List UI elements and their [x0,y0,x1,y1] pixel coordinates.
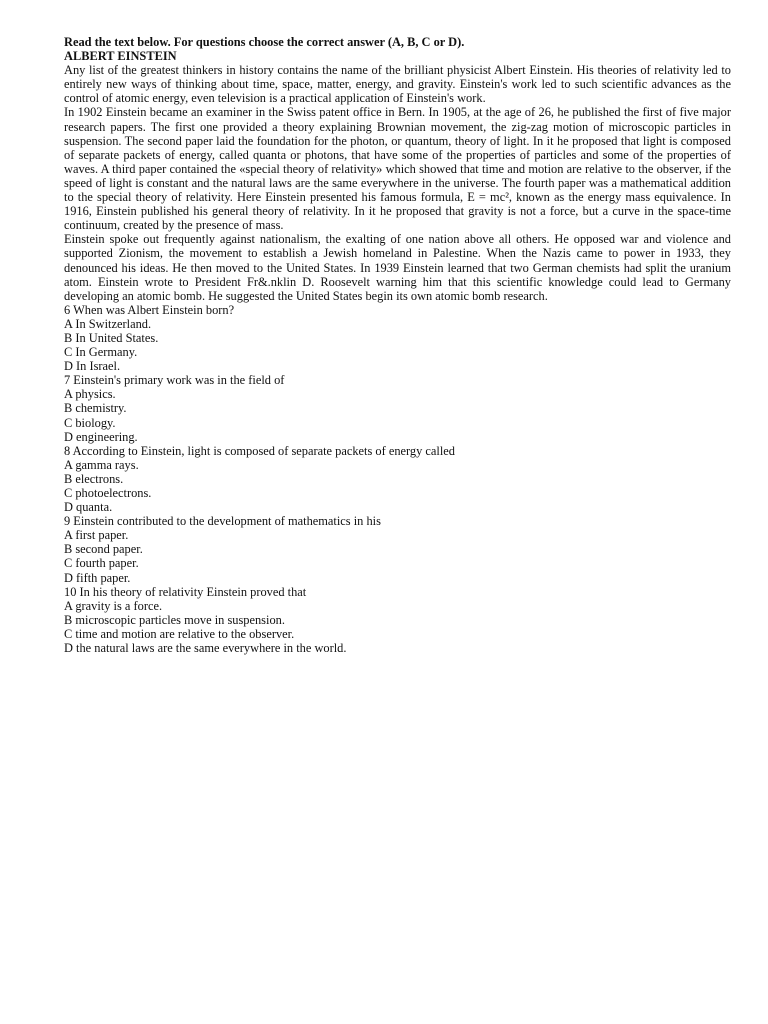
answer-option: C fourth paper. [64,556,139,571]
question-7 [64,373,731,443]
answer-option: C biology. [64,415,116,430]
paragraph-3: Einstein spoke out frequently against nationalism, the exalting of one nation above all others. He opposed war and violence and supported Zionism, the movement to establish a Jewish homeland in Palestine. When the Nazis came to power in 1933, they denounced his ideas. He then moved to the United States. In 1939 Einstein learned that two German chemists had split the uranium atom. Einstein wrote to President Fr&.nklin D. Roosevelt warning him that this scientific knowledge could lead to Germany developing an atomic bomb. He suggested the United States begin its own atomic bomb research. [64,232,731,303]
answer-option: D In Israel. [64,359,121,374]
document-page [64,35,731,655]
answer-option: A gravity is a force. [64,598,163,613]
answer-option: B electrons. [64,471,124,486]
question-stem: 7 Einstein's primary work was in the field of [64,373,285,388]
answer-option: A In Switzerland. [64,316,152,331]
answer-option: A first paper. [64,528,129,543]
answer-option: C photoelectrons. [64,486,152,500]
article-title: ALBERT EINSTEIN [64,49,177,64]
instruction-line: Read the text below. For questions choose the correct answer (A, B, C or D). [64,35,465,49]
question-stem: 10 In his theory of relativity Einstein proved that [64,584,307,599]
question-8 [64,444,731,514]
answer-option: B chemistry. [64,401,127,416]
answer-option: D quanta. [64,500,113,515]
answer-option: D fifth paper. [64,570,131,585]
answer-option: C In Germany. [64,345,138,360]
question-9 [64,514,731,584]
article-body [0,63,731,303]
answer-option: B In United States. [64,330,159,345]
answer-option: D the natural laws are the same everywhere in the world. [64,641,347,656]
answer-option: A gamma rays. [64,457,139,472]
paragraph-2: In 1902 Einstein became an examiner in the Swiss patent office in Bern. In 1905, at the age of 26, he published the first of five major research papers. The first one provided a theory explaining Brownian movement, the zig-zag motion of microscopic particles in suspension. The second paper laid the foundation for the photon, or quantum, theory of light. In it he proposed that light is composed of separate packets of energy, called quanta or photons, that have some of the properties of particles and some of the properties of waves. A third paper contained the «special theory of relativity» which showed that time and motion are relative to the observer, if the speed of light is constant and the natural laws are the same everywhere in the universe. The fourth paper was a mathematical addition to the special theory of relativity. Here Einstein presented his famous formula, E = mc², known as the energy mass equivalence. In 1916, Einstein published his general theory of relativity. In it he proposed that gravity is not a force, but a curve in the space-time continuum, created by the presence of mass. [64,105,731,233]
paragraph-1: Any list of the greatest thinkers in history contains the name of the brilliant physicist Albert Einstein. His theories of relativity led to entirely new ways of thinking about time, space, matter, energy, and gravity. Einstein's work led to such scientific advances as the control of atomic energy, even television is a practical application of Einstein's work. [64,63,731,106]
answer-option: B second paper. [64,542,143,557]
question-stem: 6 When was Albert Einstein born? [64,302,235,317]
question-10 [64,585,731,655]
question-6 [64,303,731,373]
answer-option: A physics. [64,387,116,402]
answer-option: D engineering. [64,429,138,444]
answer-option: C time and motion are relative to the observer. [64,626,295,641]
answer-option: B microscopic particles move in suspension. [64,612,285,627]
question-stem: 9 Einstein contributed to the development of mathematics in his [64,514,381,529]
question-stem: 8 According to Einstein, light is composed of separate packets of energy called [64,443,455,458]
